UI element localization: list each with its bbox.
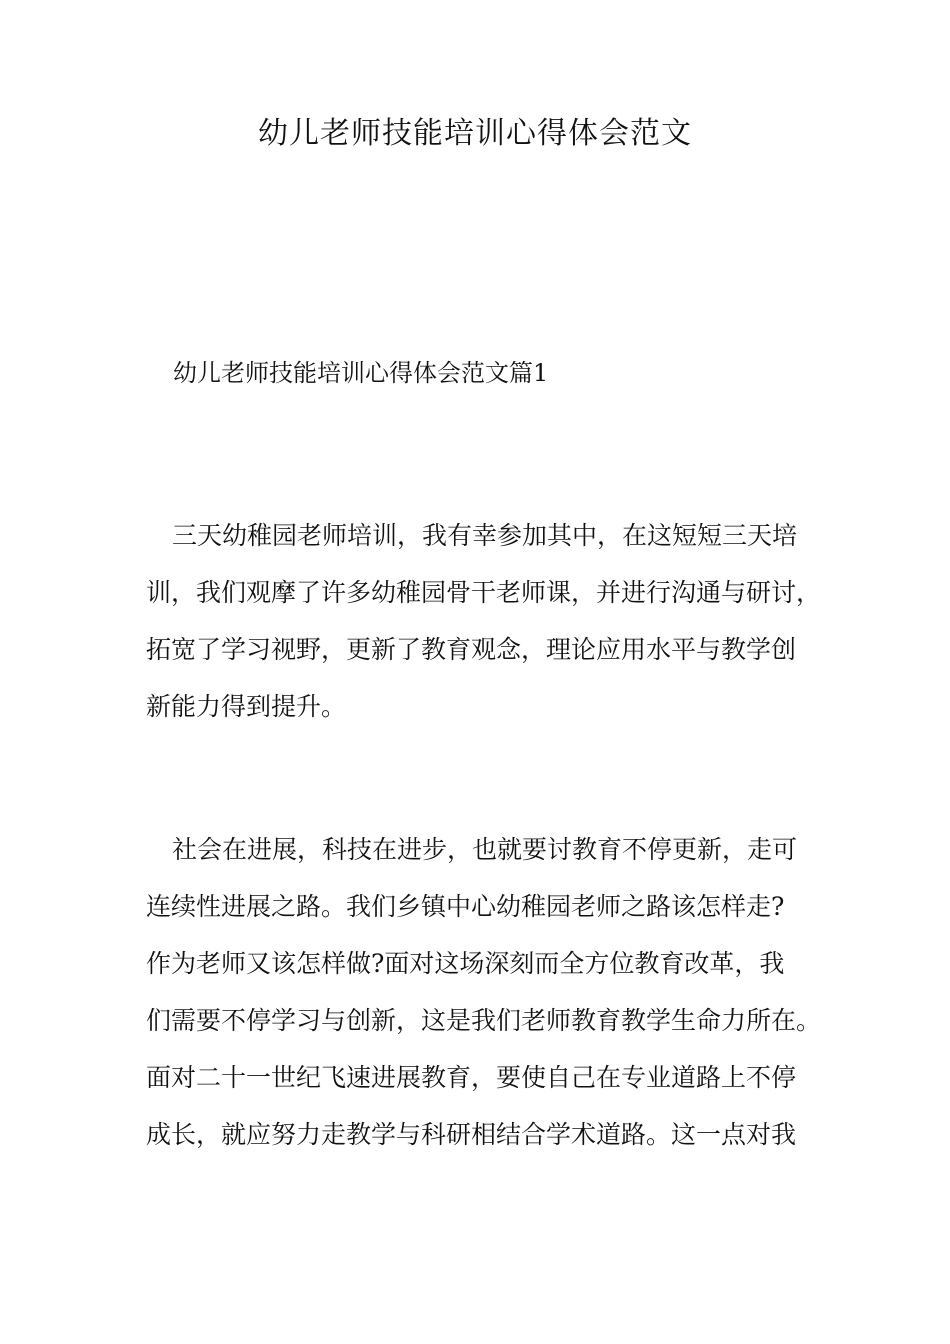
paragraph-line: 拓宽了学习视野，更新了教育观念，理论应用水平与教学创 bbox=[146, 635, 797, 664]
document-title: 幼儿老师技能培训心得体会范文 bbox=[258, 116, 692, 151]
paragraph-1 bbox=[146, 507, 846, 735]
paragraph-2 bbox=[146, 821, 846, 1163]
paragraph-line: 训，我们观摩了许多幼稚园骨干老师课，并进行沟通与研讨， bbox=[146, 578, 822, 607]
paragraph-line: 社会在进展，科技在进步，也就要讨教育不停更新，走可 bbox=[172, 835, 798, 864]
paragraph-line: 们需要不停学习与创新，这是我们老师教育教学生命力所在。 bbox=[146, 1006, 822, 1035]
paragraph-line: 成长，就应努力走教学与科研相结合学术道路。这一点对我 bbox=[146, 1120, 797, 1149]
paragraph-line: 新能力得到提升。 bbox=[146, 692, 347, 721]
section-heading: 幼儿老师技能培训心得体会范文篇1 bbox=[173, 359, 549, 387]
paragraph-line: 面对二十一世纪飞速进展教育，要使自己在专业道路上不停 bbox=[146, 1063, 797, 1092]
paragraph-line: 连续性进展之路。我们乡镇中心幼稚园老师之路该怎样走? bbox=[146, 892, 785, 921]
paragraph-line: 作为老师又该怎样做?面对这场深刻而全方位教育改革，我 bbox=[146, 949, 785, 978]
paragraph-line: 三天幼稚园老师培训，我有幸参加其中，在这短短三天培 bbox=[172, 521, 798, 550]
